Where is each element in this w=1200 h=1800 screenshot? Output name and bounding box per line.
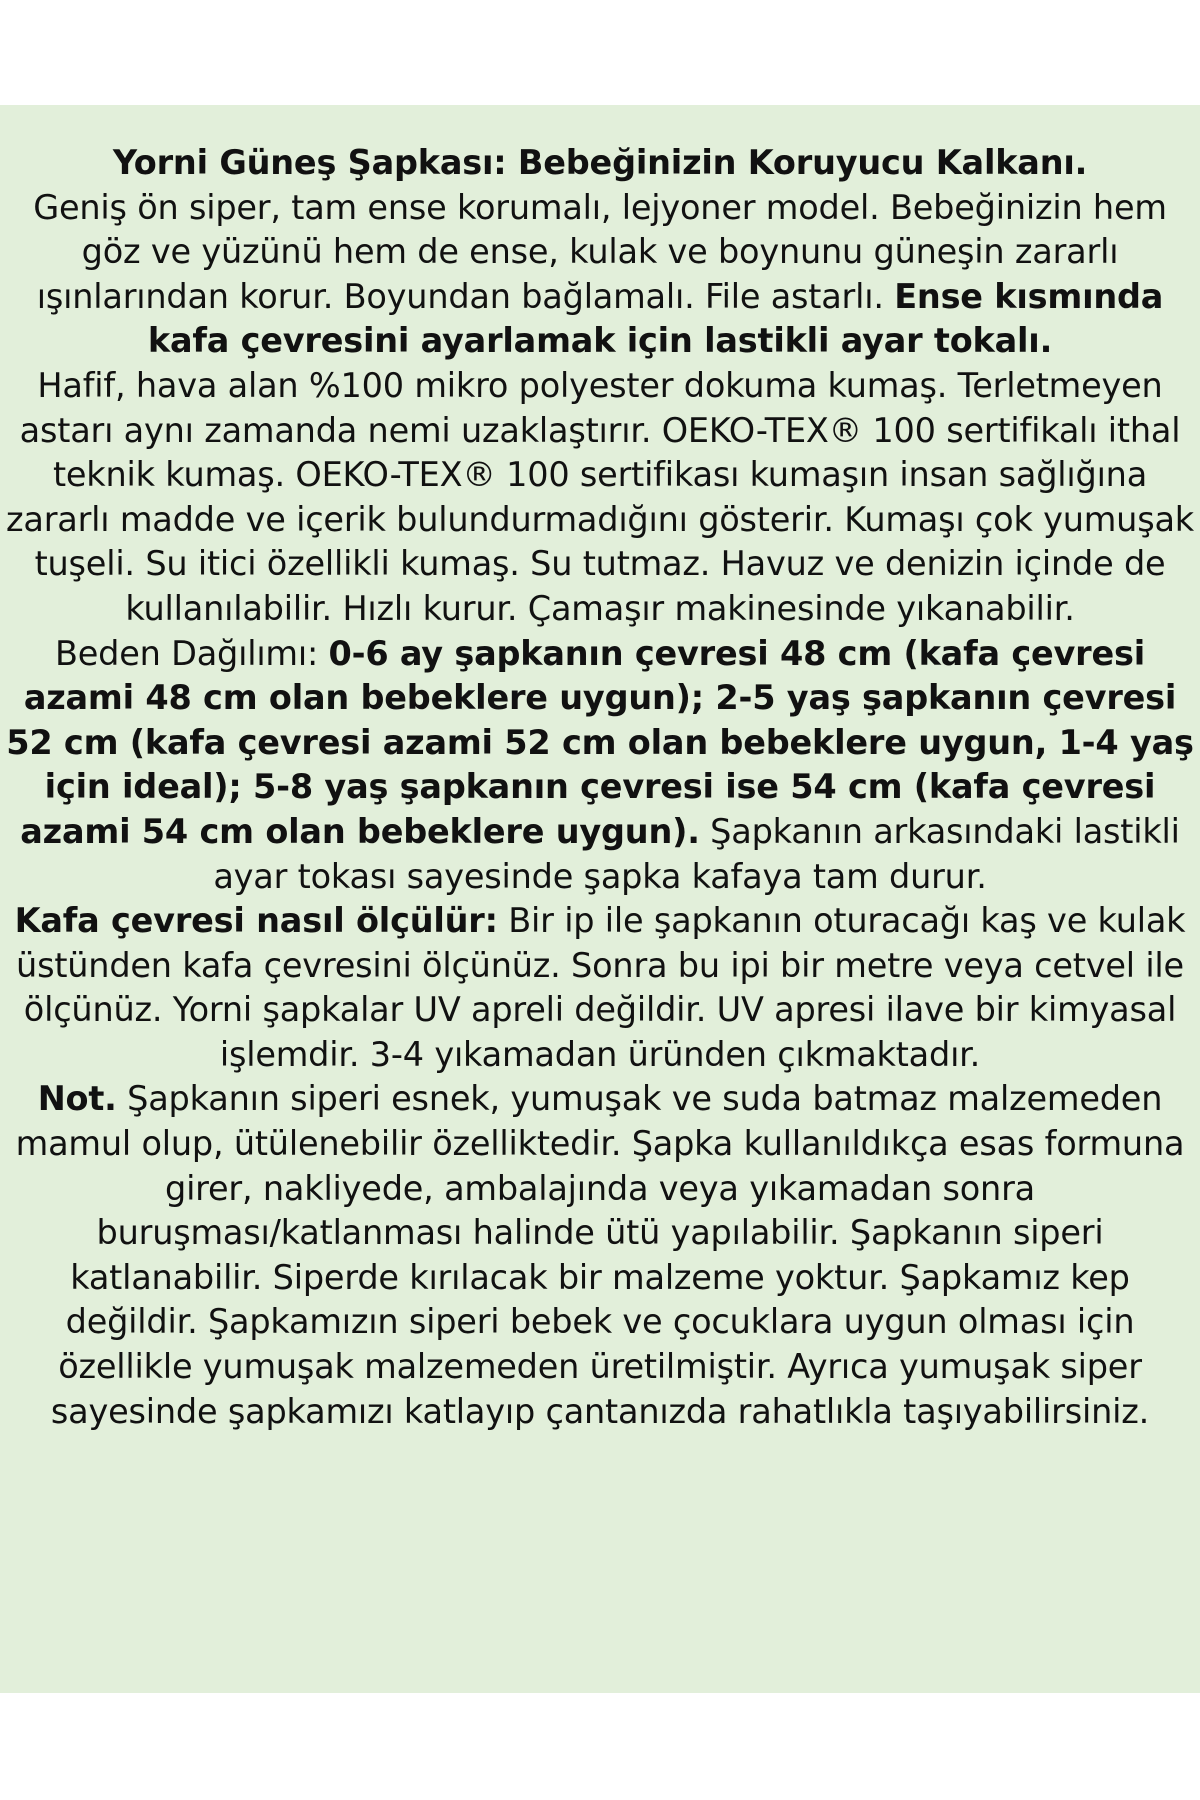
note-paragraph bbox=[6, 1077, 1194, 1434]
measure-heading: Kafa çevresi nasıl ölçülür: bbox=[14, 901, 498, 941]
product-description-card bbox=[0, 105, 1200, 1693]
sizes-note: Şapkanın arkasındaki lastikli ayar tokası sayesinde şapka kafaya tam durur. bbox=[213, 811, 1180, 896]
note-text: Şapkanın siperi esnek, yumuşak ve suda batmaz malzemeden mamul olup, ütülenebilir özelliktedir. Şapka kullanıldıkça esas formuna girer, nakliyede, ambalajında veya yıkamadan sonra buruşması/katlanması halinde ütü yapılabilir. Şapkanın siperi katlanabilir. Siperde kırılacak bir malzeme yoktur. Şapkamız kep değildir. Şapkamızın siperi bebek ve çocuklara uygun olması için özellikle yumuşak malzemeden üretilmiştir. Ayrıca yumuşak siper sayesinde şapkamızı katlayıp çantanızda rahatlıkla taşıyabilirsiniz. bbox=[15, 1079, 1185, 1431]
product-title: Yorni Güneş Şapkası: Bebeğinizin Koruyucu Kalkanı. bbox=[112, 143, 1088, 182]
intro-highlight: Ense kısmında kafa çevresini ayarlamak için lastikli ayar tokalı. bbox=[147, 276, 1164, 361]
intro-text: Geniş ön siper, tam ense korumalı, lejyoner model. Bebeğinizin hem göz ve yüzünü hem de ense, kulak ve boynunu güneşin zararlı ışınlarından korur. Boyundan bağlamalı. File astarlı. bbox=[33, 187, 1167, 316]
measure-text: Bir ip ile şapkanın oturacağı kaş ve kulak üstünden kafa çevresini ölçünüz. Sonra bu ipi bir metre veya cetvel ile ölçünüz. Yorni şapkalar UV apreli değildir. UV apresi ilave bir kimyasal işlemdir. 3-4 yıkamadan üründen çıkmaktadır. bbox=[16, 901, 1186, 1074]
fabric-paragraph: Hafif, hava alan %100 mikro polyester dokuma kumaş. Terletmeyen astarı aynı zamanda nemi uzaklaştırır. OEKO-TEX® 100 sertifikalı ithal teknik kumaş. OEKO-TEX® 100 sertifikası kumaşın insan sağlığına zararlı madde ve içerik bulundurmadığını gösterir. Kumaşı çok yumuşak tuşeli. Su itici özellikli kumaş. Su tutmaz. Havuz ve denizin içinde de kullanılabilir. Hızlı kurur. Çamaşır makinesinde yıkanabilir. bbox=[6, 365, 1194, 628]
measure-paragraph bbox=[6, 899, 1194, 1077]
product-description bbox=[6, 141, 1194, 1434]
intro-paragraph bbox=[6, 186, 1194, 364]
note-heading: Not. bbox=[37, 1079, 117, 1119]
sizes-details: 0-6 ay şapkanın çevresi 48 cm (kafa çevresi azami 48 cm olan bebeklere uygun); 2-5 yaş şapkanın çevresi 52 cm (kafa çevresi azami 52 cm olan bebeklere uygun, 1-4 yaş için ideal); 5-8 yaş şapkanın çevresi ise 54 cm (kafa çevresi azami 54 cm olan bebeklere uygun). bbox=[6, 633, 1194, 851]
sizes-label: Beden Dağılımı: bbox=[54, 633, 329, 673]
sizes-paragraph bbox=[6, 632, 1194, 900]
